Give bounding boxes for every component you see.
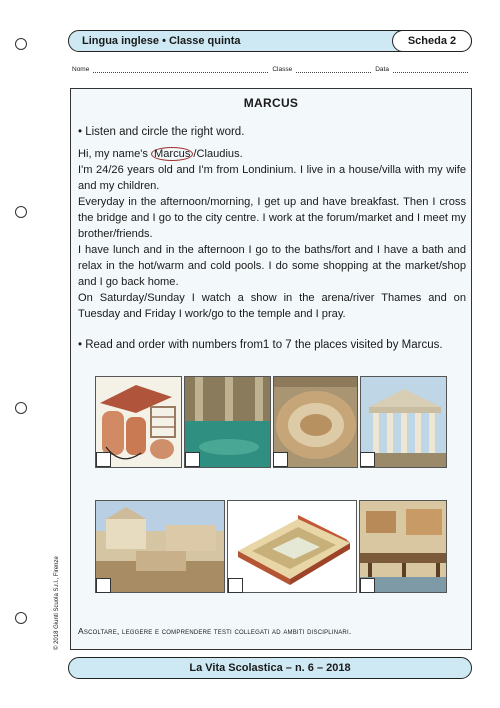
photo-forum bbox=[95, 500, 225, 593]
order-box-7[interactable] bbox=[360, 578, 375, 593]
objective-caption: Ascoltare, leggere e comprendere testi collegati ad ambiti disciplinari. bbox=[78, 626, 352, 636]
nome-label: Nome bbox=[72, 66, 90, 73]
data-label: Data bbox=[375, 66, 389, 73]
text-line-3: Everyday in the afternoon/morning, I get up and have breakfast. Then I cross the bridge and I go to the city centre. I work at the forum/market and I meet my brother/friends. bbox=[78, 196, 466, 240]
scheda-badge: Scheda 2 bbox=[392, 30, 472, 52]
order-box-4[interactable] bbox=[360, 452, 375, 467]
text-line-5: On Saturday/Sunday I watch a show in the arena/river Thames and on Tuesday and Friday I work/go to the temple and I pray. bbox=[78, 292, 466, 320]
text-line-4: I have lunch and in the afternoon I go to the baths/fort and I have a bath and relax in the hot/warm and cold pools. I do some shopping at the market/shop and I go back home. bbox=[78, 244, 466, 288]
circled-word[interactable]: Marcus bbox=[151, 147, 193, 161]
order-box-1[interactable] bbox=[96, 452, 111, 467]
classe-label: Classe bbox=[272, 66, 293, 73]
nome-field[interactable] bbox=[93, 66, 268, 73]
data-field[interactable] bbox=[393, 66, 468, 73]
binder-hole-3 bbox=[15, 402, 27, 414]
instruction-order: • Read and order with numbers from1 to 7 the places visited by Marcus. bbox=[78, 339, 443, 351]
text-line-1: Hi, my name's Marcus /Claudius. bbox=[78, 148, 243, 160]
header-title: Lingua inglese • Classe quinta bbox=[82, 35, 241, 47]
binder-hole-2 bbox=[15, 206, 27, 218]
footer-bar: La Vita Scolastica – n. 6 – 2018 bbox=[68, 657, 472, 679]
worksheet-title: MARCUS bbox=[243, 96, 299, 110]
instruction-listen: • Listen and circle the right word. bbox=[78, 126, 245, 138]
order-box-5[interactable] bbox=[96, 578, 111, 593]
classe-field[interactable] bbox=[296, 66, 371, 73]
photo-villa bbox=[227, 500, 357, 593]
copyright-credit: © 2018 Giunti Scuola S.r.l., Firenze bbox=[54, 556, 60, 650]
order-box-2[interactable] bbox=[185, 452, 200, 467]
order-box-3[interactable] bbox=[273, 452, 288, 467]
student-info-line bbox=[72, 66, 472, 73]
text-line-2: I'm 24/26 years old and I'm from Londinium. I live in a house/villa with my wife and my children. bbox=[78, 164, 466, 192]
order-box-6[interactable] bbox=[228, 578, 243, 593]
reading-text bbox=[78, 146, 466, 322]
binder-hole-4 bbox=[15, 612, 27, 624]
binder-hole-1 bbox=[15, 38, 27, 50]
